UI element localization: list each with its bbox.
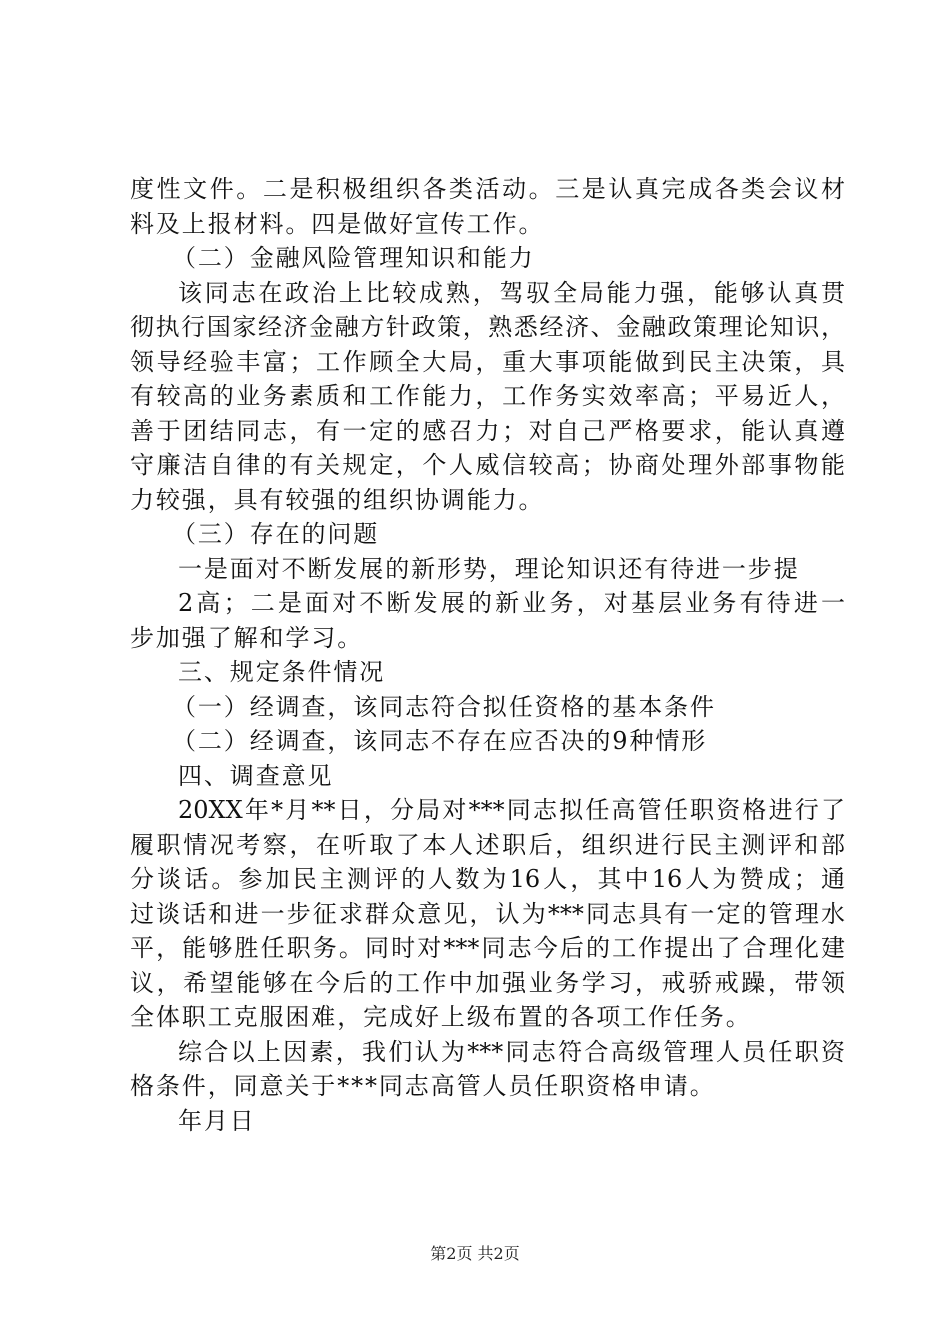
paragraph-line: 全体职工克服困难，完成好上级布置的各项工作任务。	[130, 1003, 752, 1031]
paragraph-line: 步加强了解和学习。	[130, 623, 364, 652]
paragraph-line: 议，希望能够在今后的工作中加强业务学习，戒骄戒躁，带领	[130, 968, 845, 997]
paragraph-line: 平，能够胜任职务。同时对***同志今后的工作提出了合理化建	[130, 934, 845, 962]
paragraph-line: 领导经验丰富；工作顾全大局，重大事项能做到民主决策，具	[130, 347, 845, 376]
section-heading: 四、调查意见	[178, 761, 334, 790]
paragraph-line: 综合以上因素，我们认为***同志符合高级管理人员任职资	[178, 1037, 845, 1066]
paragraph-line: 善于团结同志，有一定的感召力；对自己严格要求，能认真遵	[130, 416, 845, 445]
paragraph-line: （一）经调查，该同志符合拟任资格的基本条件	[172, 692, 716, 721]
paragraph-line: 20XX年*月**日，分局对***同志拟任高管任职资格进行了	[178, 796, 845, 824]
page-number-label: 第2页 共2页	[430, 1244, 520, 1263]
paragraph-line: （二）经调查，该同志不存在应否决的9种情形	[172, 727, 708, 755]
paragraph-line: 力较强，具有较强的组织协调能力。	[130, 485, 545, 514]
paragraph-line: 分谈话。参加民主测评的人数为16人，其中16人为赞成；通	[130, 865, 845, 893]
paragraph-line: 有较高的业务素质和工作能力，工作务实效率高；平易近人，	[130, 382, 845, 410]
section-heading: （三）存在的问题	[172, 520, 380, 548]
document-body	[130, 172, 845, 1138]
paragraph-line: 度性文件。二是积极组织各类活动。三是认真完成各类会议材	[130, 175, 845, 203]
paragraph-line: 格条件，同意关于***同志高管人员任职资格申请。	[130, 1072, 716, 1100]
section-heading: （二）金融风险管理知识和能力	[172, 244, 535, 272]
date-line: 年月日	[178, 1106, 256, 1135]
paragraph-line: 料及上报材料。四是做好宣传工作。	[130, 209, 545, 238]
paragraph-line: 过谈话和进一步征求群众意见，认为***同志具有一定的管理水	[130, 899, 845, 928]
page-footer	[0, 1243, 950, 1265]
paragraph-line: 一是面对不断发展的新形势，理论知识还有待进一步提	[178, 554, 800, 583]
paragraph-line: 履职情况考察，在听取了本人述职后，组织进行民主测评和部	[130, 830, 845, 859]
paragraph-line: 彻执行国家经济金融方针政策，熟悉经济、金融政策理论知识，	[130, 313, 845, 341]
paragraph-line: 守廉洁自律的有关规定，个人威信较高；协商处理外部事物能	[130, 451, 845, 479]
paragraph-line: 2高；二是面对不断发展的新业务，对基层业务有待进一	[178, 589, 845, 617]
section-heading: 三、规定条件情况	[178, 658, 386, 686]
paragraph-line: 该同志在政治上比较成熟，驾驭全局能力强，能够认真贯	[178, 278, 845, 307]
